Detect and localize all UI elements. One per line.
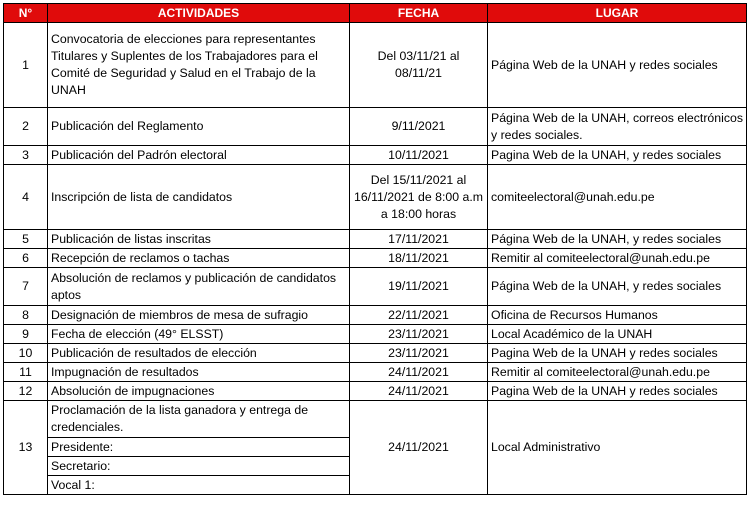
table-row — [4, 382, 747, 401]
row-place: Página Web de la UNAH, y redes sociales — [488, 268, 747, 306]
vocal-line: Vocal 1: — [48, 476, 349, 495]
row-num: 12 — [4, 382, 48, 401]
schedule-table — [3, 3, 747, 495]
row-place: Pagina Web de la UNAH y redes sociales — [488, 344, 747, 363]
row-num: 6 — [4, 249, 48, 268]
row-num: 13 — [4, 401, 48, 495]
row-activity-proclamation — [48, 401, 350, 495]
row-activity: Recepción de reclamos o tachas — [48, 249, 350, 268]
row-date: 23/11/2021 — [350, 344, 488, 363]
row-date: 9/11/2021 — [350, 108, 488, 146]
row-activity: Convocatoria de elecciones para representantes Titulares y Suplentes de los Trabajadores para el Comité de Seguridad y Salud en el Trabajo de la UNAH — [48, 23, 350, 108]
table-row — [4, 230, 747, 249]
row-num: 5 — [4, 230, 48, 249]
row-place: Pagina Web de la UNAH y redes sociales — [488, 382, 747, 401]
header-activities: ACTIVIDADES — [48, 4, 350, 23]
row-place: Página Web de la UNAH, y redes sociales — [488, 230, 747, 249]
row-date: 22/11/2021 — [350, 306, 488, 325]
row-place: Local Académico de la UNAH — [488, 325, 747, 344]
row-date: 24/11/2021 — [350, 382, 488, 401]
table-row — [4, 363, 747, 382]
table-row — [4, 344, 747, 363]
row-num: 11 — [4, 363, 48, 382]
row-num: 10 — [4, 344, 48, 363]
row-num: 9 — [4, 325, 48, 344]
row-date: 17/11/2021 — [350, 230, 488, 249]
row-place: Local Administrativo — [488, 401, 747, 495]
table-row — [4, 268, 747, 306]
row-date: 10/11/2021 — [350, 146, 488, 165]
row-activity: Inscripción de lista de candidatos — [48, 165, 350, 230]
row-num: 4 — [4, 165, 48, 230]
row-num: 1 — [4, 23, 48, 108]
row-place: Pagina Web de la UNAH, y redes sociales — [488, 146, 747, 165]
row-place: Página Web de la UNAH, correos electrónicos y redes sociales. — [488, 108, 747, 146]
row-place: Página Web de la UNAH y redes sociales — [488, 23, 747, 108]
table-row — [4, 146, 747, 165]
president-line: Presidente: — [48, 438, 349, 457]
row-place: Oficina de Recursos Humanos — [488, 306, 747, 325]
row-activity: Impugnación de resultados — [48, 363, 350, 382]
row-num: 7 — [4, 268, 48, 306]
row-num: 3 — [4, 146, 48, 165]
table-row — [4, 325, 747, 344]
header-date: FECHA — [350, 4, 488, 23]
proclamation-text: Proclamación de la lista ganadora y entrega de credenciales. — [51, 403, 309, 434]
proclamation-subtable — [48, 401, 349, 494]
header-row — [4, 4, 747, 23]
row-activity: Publicación del Reglamento — [48, 108, 350, 146]
table-row — [4, 23, 747, 108]
row-date: Del 03/11/21 al 08/11/21 — [350, 23, 488, 108]
row-place: Remitir al comiteelectoral@unah.edu.pe — [488, 249, 747, 268]
table-row — [4, 249, 747, 268]
row-activity: Publicación de listas inscritas — [48, 230, 350, 249]
row-date: 24/11/2021 — [350, 401, 488, 495]
row-num: 2 — [4, 108, 48, 146]
row-activity: Absolución de impugnaciones — [48, 382, 350, 401]
table-row — [4, 165, 747, 230]
table-row — [4, 401, 747, 495]
row-activity: Publicación de resultados de elección — [48, 344, 350, 363]
row-date: 24/11/2021 — [350, 363, 488, 382]
row-place: Remitir al comiteelectoral@unah.edu.pe — [488, 363, 747, 382]
header-num: N° — [4, 4, 48, 23]
row-activity: Publicación del Padrón electoral — [48, 146, 350, 165]
row-activity: Absolución de reclamos y publicación de candidatos aptos — [48, 268, 350, 306]
table-row — [4, 108, 747, 146]
row-date: 19/11/2021 — [350, 268, 488, 306]
row-date: 23/11/2021 — [350, 325, 488, 344]
row-activity: Designación de miembros de mesa de sufragio — [48, 306, 350, 325]
table-row — [4, 306, 747, 325]
row-date: 18/11/2021 — [350, 249, 488, 268]
row-date: Del 15/11/2021 al 16/11/2021 de 8:00 a.m a 18:00 horas — [350, 165, 488, 230]
row-num: 8 — [4, 306, 48, 325]
header-place: LUGAR — [488, 4, 747, 23]
secretary-line: Secretario: — [48, 457, 349, 476]
row-place: comiteelectoral@unah.edu.pe — [488, 165, 747, 230]
row-activity: Fecha de elección (49° ELSST) — [48, 325, 350, 344]
